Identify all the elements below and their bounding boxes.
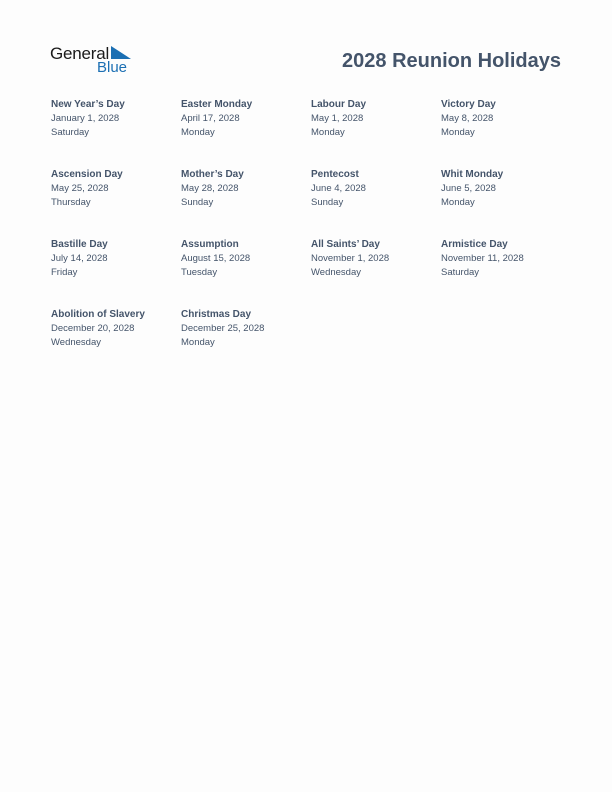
holiday-item [181,168,311,238]
holiday-item [181,98,311,168]
holiday-name: Victory Day [441,99,496,110]
holiday-date: May 1, 2028 [311,113,364,124]
holiday-item [51,308,181,378]
holiday-weekday: Thursday [51,196,91,208]
holiday-item [441,98,571,168]
holiday-name: Assumption [181,239,239,250]
holiday-date: May 28, 2028 [181,183,239,194]
holiday-date: July 14, 2028 [51,253,108,264]
holiday-weekday: Monday [181,126,215,138]
holiday-item [51,168,181,238]
holiday-date: November 11, 2028 [441,253,524,264]
holiday-item [181,308,311,378]
holiday-date: November 1, 2028 [311,253,390,264]
holiday-weekday: Monday [181,336,215,348]
logo [50,42,134,78]
holiday-weekday: Wednesday [311,266,361,278]
holiday-name: Bastille Day [51,239,108,250]
holiday-date: January 1, 2028 [51,113,120,124]
holiday-weekday: Friday [51,266,78,278]
holiday-item [51,238,181,308]
holiday-date: May 8, 2028 [441,113,494,124]
logo-word-general: General [50,44,110,63]
holiday-item [441,238,571,308]
logo-triangle-icon [111,46,131,60]
holiday-date: December 20, 2028 [51,323,135,334]
holiday-item [311,168,441,238]
holiday-name: Christmas Day [181,309,252,320]
holiday-item [181,238,311,308]
logo-word-blue: Blue [97,59,128,76]
holiday-date: June 4, 2028 [311,183,366,194]
holiday-weekday: Saturday [441,266,480,278]
holiday-grid [51,98,571,378]
holiday-date: April 17, 2028 [181,113,240,124]
holiday-weekday: Sunday [311,196,344,208]
holiday-name: Abolition of Slavery [51,309,145,320]
holiday-name: Labour Day [311,99,367,110]
holiday-date: May 25, 2028 [51,183,109,194]
holiday-weekday: Sunday [181,196,214,208]
holiday-name: Pentecost [311,169,359,180]
holiday-weekday: Wednesday [51,336,101,348]
holiday-item [311,238,441,308]
holiday-name: Armistice Day [441,239,508,250]
holiday-item [441,168,571,238]
holiday-date: August 15, 2028 [181,253,251,264]
holiday-name: New Year’s Day [51,99,125,110]
holiday-name: Whit Monday [441,169,504,180]
page-title: 2028 Reunion Holidays [342,50,561,72]
holiday-weekday: Monday [441,196,475,208]
holiday-weekday: Tuesday [181,266,218,278]
holiday-weekday: Saturday [51,126,90,138]
holiday-item [311,98,441,168]
holiday-name: Ascension Day [51,169,123,180]
holiday-date: December 25, 2028 [181,323,265,334]
holiday-name: All Saints’ Day [311,239,380,250]
holiday-name: Easter Monday [181,99,253,110]
holiday-weekday: Monday [441,126,475,138]
holiday-date: June 5, 2028 [441,183,496,194]
holiday-name: Mother’s Day [181,169,244,180]
holiday-item [51,98,181,168]
holiday-weekday: Monday [311,126,345,138]
